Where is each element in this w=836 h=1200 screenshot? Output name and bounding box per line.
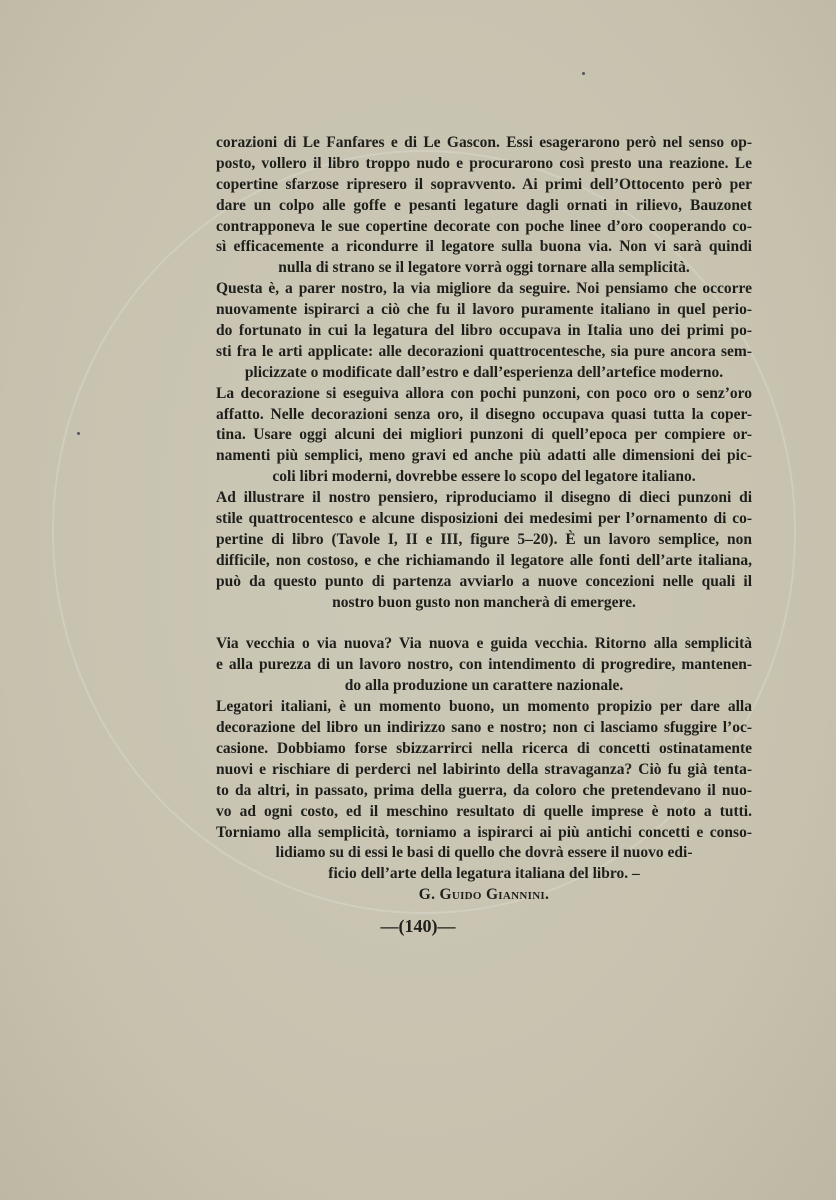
author-signature: G. Guido Giannini. [418, 886, 550, 904]
text-line: ficio dell’arte della legatura italiana del libro. – [328, 865, 640, 883]
text-line: Legatori italiani, è un momento buono, un momento propizio per dare alla [216, 698, 752, 716]
text-line: contrapponeva le sue copertine decorate con poche linee d’oro cooperando co- [216, 217, 752, 235]
text-line: nulla di strano se il legatore vorrà oggi tornare alla semplicità. [278, 259, 690, 277]
page-number: —(140)— [380, 916, 456, 936]
text-line: vo ad ogni costo, ed il meschino resultato di quelle imprese è noto a tutti. [216, 802, 752, 820]
paragraph [216, 133, 752, 279]
text-line: pertine di libro (Tavole I, II e III, figure 5–20). È un lavoro semplice, non [216, 530, 752, 548]
text-line: e alla purezza di un lavoro nostro, con intendimento di progredire, mantenen- [216, 656, 752, 674]
paragraph-gap [216, 613, 752, 634]
text-line: La decorazione si eseguiva allora con pochi punzoni, con poco oro o senz’oro [216, 384, 752, 402]
text-line: difficile, non costoso, e che richiamando il legatore alle fonti dell’arte italiana, [216, 551, 752, 569]
text-line: casione. Dobbiamo forse sbizzarrirci nella ricerca di concetti ostinatamente [216, 739, 752, 757]
text-line: do fortunato in cui la legatura del libro occupava in Italia uno dei primi po- [216, 322, 752, 340]
text-line: corazioni di Le Fanfares e di Le Gascon. Essi esagerarono però nel senso op- [216, 134, 752, 151]
text-line: dare un colpo alle goffe e pesanti legature dagli ornati in rilievo, Bauzonet [216, 196, 752, 214]
text-line: copertine sfarzose ripresero il sopravvento. Ai primi dell’Ottocento però per [216, 175, 752, 193]
text-line: namenti più semplici, meno gravi ed anche più adatti alle dimensioni dei pic- [216, 447, 752, 465]
paragraph [216, 634, 752, 697]
text-line: nostro buon gusto non mancherà di emergere. [332, 593, 636, 611]
text-line: Via vecchia o via nuova? Via nuova e guida vecchia. Ritorno alla semplicità [216, 635, 752, 653]
paragraph [216, 384, 752, 488]
speck [77, 432, 80, 435]
text-line: Torniamo alla semplicità, torniamo a ispirarci ai più antichi concetti e conso- [216, 823, 752, 841]
text-line: do alla produzione un carattere nazionale. [344, 677, 624, 695]
text-line: decorazione del libro un indirizzo sano e nostro; non ci lasciamo sfuggire l’oc- [216, 719, 752, 737]
text-line: Questa è, a parer nostro, la via migliore da seguire. Noi pensiamo che occorre [216, 280, 752, 298]
speck [582, 72, 585, 75]
text-line: sì efficacemente a ricondurre il legatore sulla buona via. Non vi sarà quindi [216, 238, 752, 256]
text-line: to da altri, in passato, prima della guerra, da coloro che pretendevano il nuo- [216, 781, 752, 799]
text-line: tina. Usare oggi alcuni dei migliori punzoni di quell’epoca per compiere or- [216, 426, 752, 444]
text-line: può da questo punto di partenza avviarlo a nuove concezioni nelle quali il [216, 572, 752, 590]
text-line: stile quattrocentesco e alcune disposizioni dei medesimi per l’ornamento di co- [216, 510, 752, 528]
text-line: posto, vollero il libro troppo nudo e procurarono così presto una reazione. Le [216, 154, 752, 172]
text-line: nuovi e rischiare di perderci nel labirinto della stravaganza? Ciò fu già tenta- [216, 760, 752, 778]
text-line: Ad illustrare il nostro pensiero, riproduciamo il disegno di dieci punzoni di [216, 489, 752, 507]
text-line: nuovamente ispirarci a ciò che fu il lavoro puramente italiano in quel perio- [216, 301, 752, 319]
paragraph [216, 697, 752, 885]
body-text [216, 133, 752, 906]
text-line: coli libri moderni, dovrebbe essere lo scopo del legatore italiano. [272, 468, 696, 486]
text-line: affatto. Nelle decorazioni senza oro, il disegno occupava quasi tutta la coper- [216, 405, 752, 423]
text-line: lidiamo su di essi le basi di quello che dovrà essere il nuovo edi- [275, 844, 693, 862]
paragraph [216, 488, 752, 613]
text-line: sti fra le arti applicate: alle decorazioni quattrocentesche, sia pure ancora sem- [216, 342, 752, 360]
paragraph [216, 279, 752, 383]
text-line: plicizzate o modificate dall’estro e dall’esperienza dell’artefice moderno. [244, 363, 724, 381]
